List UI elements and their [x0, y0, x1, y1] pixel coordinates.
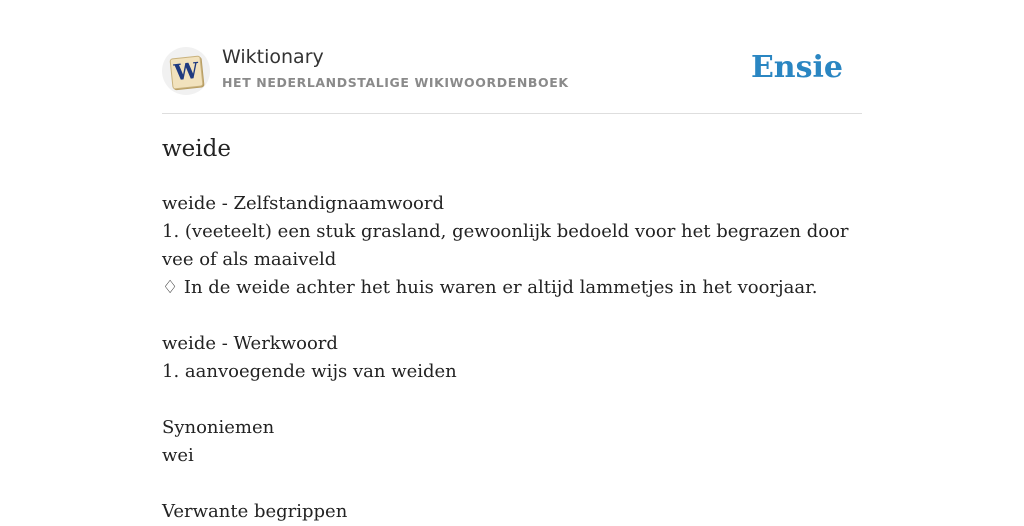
site-header — [162, 44, 862, 100]
blank-line — [162, 470, 866, 498]
wiktionary-logo[interactable] — [162, 47, 210, 95]
entry-content — [162, 190, 866, 526]
ensie-brand-logo[interactable]: Ensie — [750, 50, 843, 85]
noun-definition-1: 1. (veeteelt) een stuk grasland, gewoonlijk bedoeld voor het begrazen door vee of als maaiveld — [162, 221, 849, 270]
noun-heading: weide - Zelfstandignaamwoord — [162, 193, 445, 214]
logo-w-tile-icon: W — [169, 55, 203, 89]
synonyms-heading: Synoniemen — [162, 417, 275, 438]
related-terms-heading: Verwante begrippen — [162, 501, 348, 522]
blank-line — [162, 386, 866, 414]
site-tagline: HET NEDERLANDSTALIGE WIKIWOORDENBOEK — [222, 75, 569, 90]
site-name[interactable]: Wiktionary — [222, 46, 324, 68]
blank-line — [162, 302, 866, 330]
header-divider — [162, 113, 862, 114]
verb-heading: weide - Werkwoord — [162, 333, 338, 354]
verb-definition-1: 1. aanvoegende wijs van weiden — [162, 361, 457, 382]
synonym-item: wei — [162, 445, 194, 466]
noun-example: ♢ In de weide achter het huis waren er altijd lammetjes in het voorjaar. — [162, 277, 818, 298]
page-title: weide — [162, 136, 231, 162]
